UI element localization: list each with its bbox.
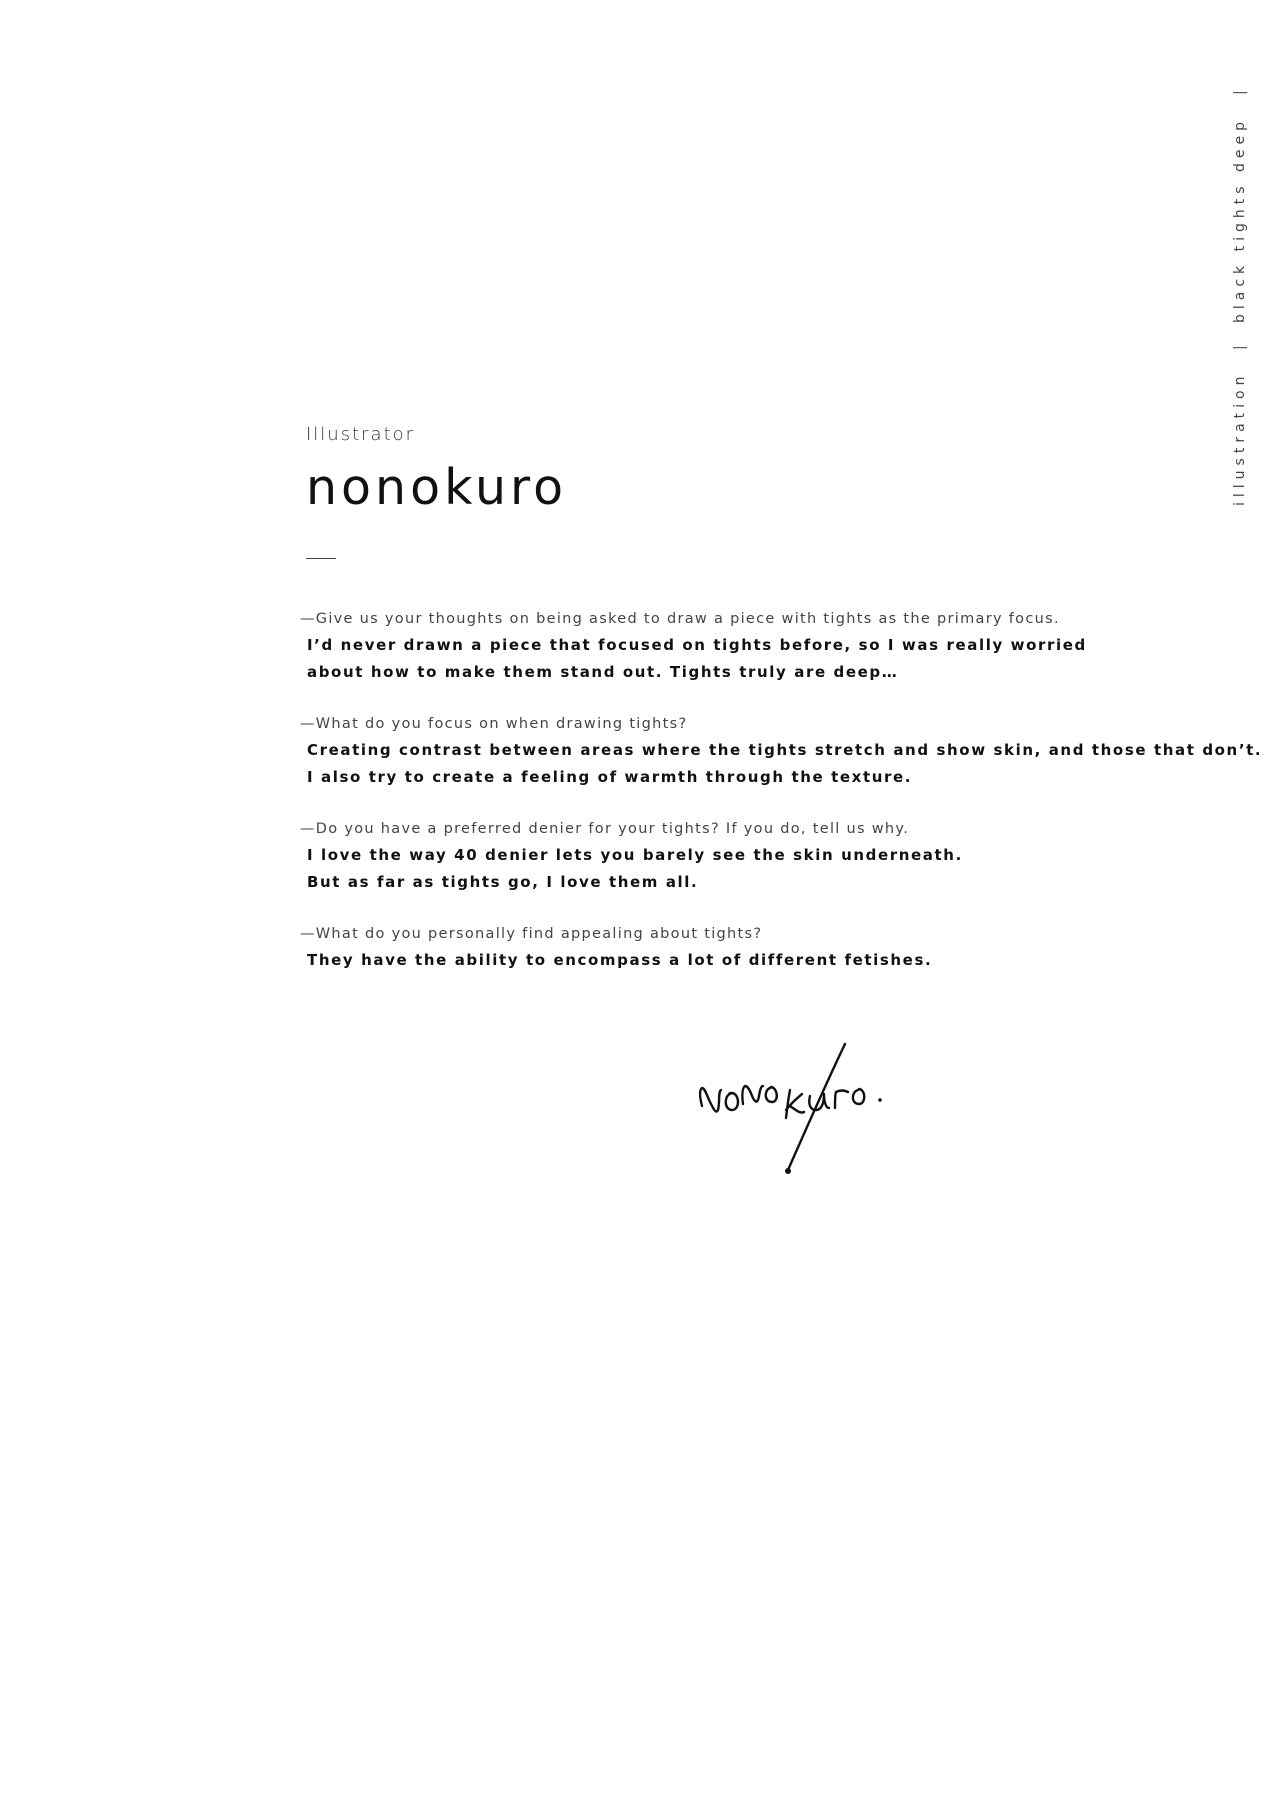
interview-item [300,816,1200,895]
artist-role: Illustrator [306,424,416,445]
interview-answer-line: They have the ability to encompass a lot of different fetishes. [307,951,933,969]
interview-section [300,606,1263,1000]
interview-answer-line: I also try to create a feeling of warmth through the texture. [307,767,913,786]
interview-item [300,921,1200,974]
interview-answer-line: Creating contrast between areas where the tights stretch and show skin, and those that don’t. [307,741,1263,759]
interview-question: —Do you have a preferred denier for your tights? If you do, tell us why. [300,821,910,837]
side-label-title: black tights deep [1232,116,1248,323]
interview-answer-line: I’d never drawn a piece that focused on tights before, so I was really worried [307,636,1087,654]
interview-question: —Give us your thoughts on being asked to draw a piece with tights as the primary focus. [300,611,1060,627]
interview-answer-line: about how to make them stand out. Tights truly are deep… [307,662,899,681]
side-label-illustration: illustration [1232,371,1248,506]
side-label-end-mark: | [1232,90,1248,95]
header-divider [306,558,336,559]
interview-answer-line: But as far as tights go, I love them all. [307,872,699,891]
side-running-header [1220,90,1260,506]
handwritten-signature [690,1030,920,1180]
interview-item [300,711,1263,790]
artist-header [306,424,567,516]
artist-name: nonokuro [306,459,568,516]
side-label-separator: | [1232,344,1248,350]
interview-answer-line: I love the way 40 denier lets you barely see the skin underneath. [307,846,963,864]
interview-item [300,606,1200,685]
interview-question: —What do you focus on when drawing tights? [300,716,688,732]
interview-question: —What do you personally find appealing about tights? [300,926,763,942]
